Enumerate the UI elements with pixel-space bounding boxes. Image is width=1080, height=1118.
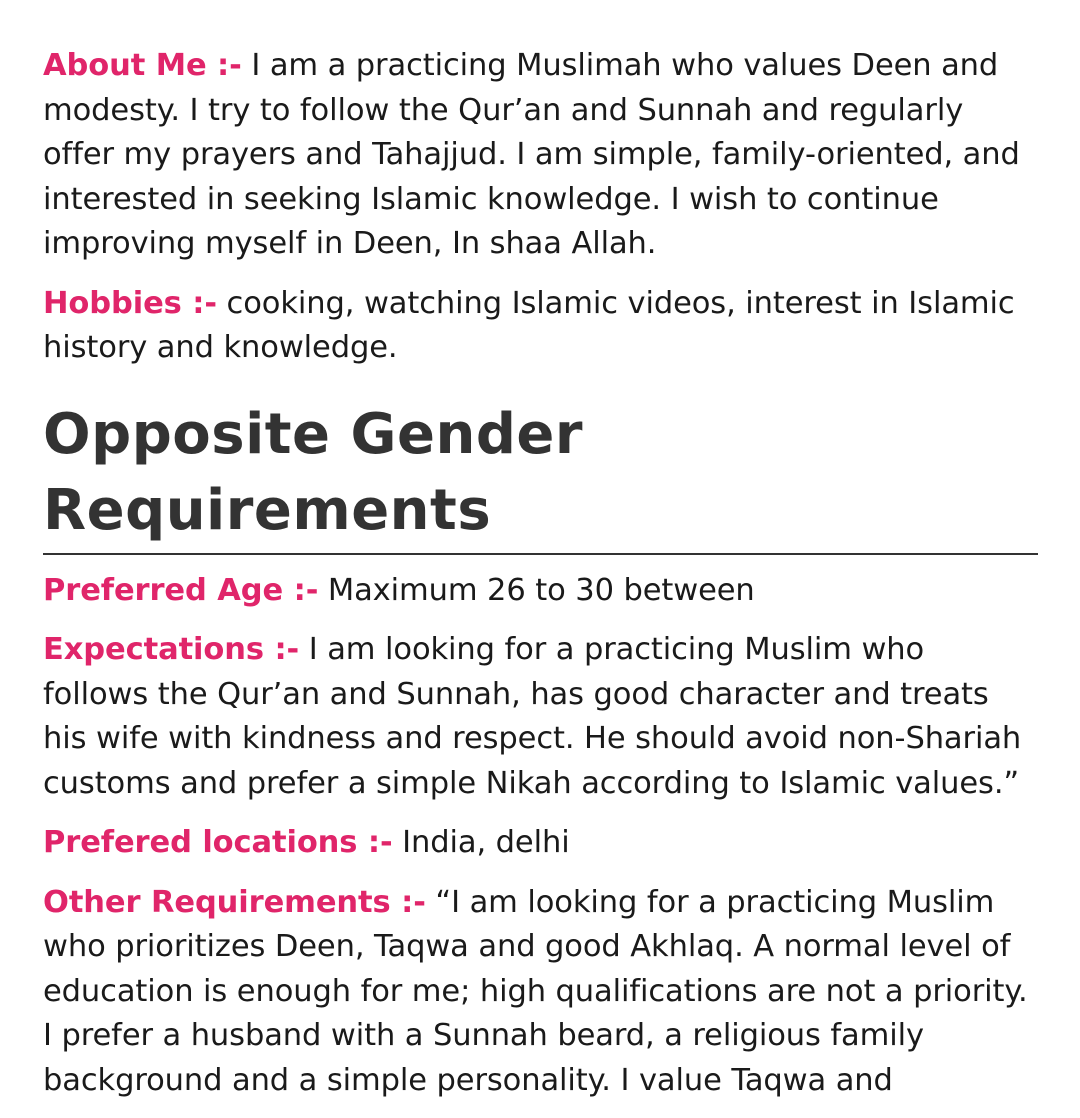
- hobbies-paragraph: [43, 282, 1038, 371]
- locations-label: Prefered locations :-: [43, 825, 393, 860]
- locations-paragraph: [43, 821, 1038, 866]
- expectations-label: Expectations :-: [43, 632, 300, 667]
- other-requirements-text: “I am looking for a practicing Muslim who prioritizes Deen, Taqwa and good Akhlaq. A normal level of education is enough for me; high qualifications are not a priority. I prefer a husband with a Sunnah beard, a religious family background and a simple personality. I value Taqwa and: [43, 884, 1028, 1098]
- locations-text: India, delhi: [402, 825, 570, 860]
- preferred-age-label: Preferred Age :-: [43, 572, 319, 608]
- hobbies-text: cooking, watching Islamic videos, interest in Islamic history and knowledge.: [43, 285, 1015, 365]
- about-me-paragraph: [43, 44, 1038, 267]
- section-heading: Opposite Gender Requirements: [43, 401, 584, 543]
- about-me-text: I am a practicing Muslimah who values Deen and modesty. I try to follow the Qur’an and Sunnah and regularly offer my prayers and Tahajjud. I am simple, family-oriented, and interested in seeking Islamic knowledge. I wish to continue improving myself in Deen, In shaa Allah.: [43, 48, 1020, 261]
- expectations-paragraph: [43, 628, 1038, 806]
- preferred-age-paragraph: [43, 569, 1038, 614]
- hobbies-label: Hobbies :-: [43, 285, 217, 321]
- heading-divider: [43, 553, 1038, 555]
- about-me-label: About Me :-: [43, 48, 242, 83]
- other-requirements-paragraph: [43, 881, 1038, 1104]
- other-requirements-label: Other Requirements :-: [43, 884, 426, 920]
- profile-document: [43, 44, 1038, 1118]
- expectations-text: I am looking for a practicing Muslim who follows the Qur’an and Sunnah, has good character and treats his wife with kindness and respect. He should avoid non-Shariah customs and prefer a simple Nikah according to Islamic values.”: [43, 632, 1022, 801]
- preferred-age-text: Maximum 26 to 30 between: [327, 572, 755, 608]
